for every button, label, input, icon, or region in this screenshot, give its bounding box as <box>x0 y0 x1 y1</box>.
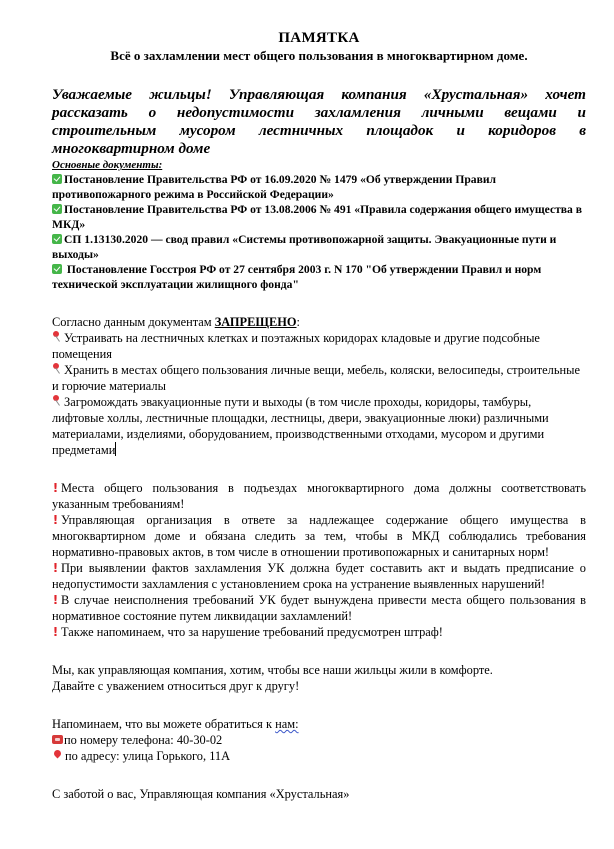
check-mark-icon <box>52 204 62 214</box>
warning-text: При выявлении фактов захламления УК должна будет составить акт и выдать предписание о недопустимости захламления с установлением срока на устранение выявленных нарушений! <box>52 561 586 591</box>
document-item <box>52 232 586 262</box>
contact-section <box>52 716 586 764</box>
document-item-text: Постановление Правительства РФ от 16.09.2020 № 1479 «Об утверждении Правил противопожарного режима в Российской Федерации» <box>52 173 497 201</box>
pushpin-icon <box>52 395 63 406</box>
warning-item <box>52 624 586 640</box>
map-pin-icon <box>53 749 63 759</box>
warning-item <box>52 480 586 512</box>
prohibited-colon: : <box>296 315 300 329</box>
document-item-text: Постановление Госстроя РФ от 27 сентября 2003 г. N 170 "Об утверждении Правил и норм технической эксплуатации жилищного фонда" <box>52 263 542 291</box>
contact-phone <box>52 732 586 748</box>
page-subtitle: Всё о захламлении мест общего пользования в многоквартирном доме. <box>110 48 528 63</box>
contact-lead-tail: нам: <box>275 717 299 731</box>
intro-paragraph: Уважаемые жильцы! Управляющая компания «Хрустальная» хочет рассказать о недопустимости захламления личными вещами и строительным мусором лестничных площадок и коридоров в многоквартирном доме <box>52 86 586 157</box>
exclamation-icon: ! <box>52 561 59 575</box>
document-item <box>52 202 586 232</box>
contact-address <box>52 748 586 764</box>
check-mark-icon <box>52 174 62 184</box>
signature: С заботой о вас, Управляющая компания «Хрустальная» <box>52 787 350 801</box>
address-text: по адресу: улица Горького, 11А <box>65 749 231 763</box>
documents-list <box>52 172 586 292</box>
document-item <box>52 172 586 202</box>
prohibited-section <box>52 314 586 458</box>
prohibited-item <box>52 362 586 394</box>
telephone-icon <box>52 735 63 744</box>
warning-item <box>52 560 586 592</box>
outro-section <box>52 662 586 694</box>
documents-heading: Основные документы: <box>52 159 163 171</box>
page-title: ПАМЯТКА <box>278 30 360 46</box>
prohibited-item-text: Устраивать на лестничных клетках и поэтажных коридорах кладовые и другие подсобные помещения <box>52 331 540 361</box>
banned-word: ЗАПРЕЩЕНО <box>214 315 297 329</box>
prohibited-item-text: Хранить в местах общего пользования личные вещи, мебель, коляски, велосипеды, строительные и горючие материалы <box>52 363 580 393</box>
contact-lead-text: Напоминаем, что вы можете обратиться к <box>52 717 276 731</box>
document-page <box>52 30 586 802</box>
exclamation-icon: ! <box>52 481 59 495</box>
document-item-text: СП 1.13130.2020 — свод правил «Системы противопожарной защиты. Эвакуационные пути и выходы» <box>52 233 557 261</box>
prohibited-item-text: Загромождать эвакуационные пути и выходы (в том числе проходы, коридоры, тамбуры, лифтовые холлы, лестничные площадки, лестницы, двери, эвакуационные люки) различными материалами, изделиями, оборудованием, производственными отходами, мусором и другими предметами <box>52 395 549 457</box>
signature-section <box>52 786 586 802</box>
check-mark-icon <box>52 234 62 244</box>
warning-text: Также напоминаем, что за нарушение требований предусмотрен штраф! <box>61 625 443 639</box>
warning-item <box>52 512 586 560</box>
outro-line: Давайте с уважением относиться друг к другу! <box>52 679 300 693</box>
phone-text: по номеру телефона: 40-30-02 <box>64 733 223 747</box>
exclamation-icon: ! <box>52 593 59 607</box>
contact-lead <box>52 716 586 732</box>
warning-text: Места общего пользования в подъездах многоквартирного дома должны соответствовать указанным требованиям! <box>52 481 586 511</box>
exclamation-icon: ! <box>52 513 59 527</box>
prohibited-item <box>52 330 586 362</box>
warning-item <box>52 592 586 624</box>
text-cursor <box>115 442 116 456</box>
document-item <box>52 262 586 292</box>
warning-text: Управляющая организация в ответе за надлежащее содержание общего имущества в многоквартирном доме и обязана следить за тем, чтобы в МКД соблюдались требования нормативно-правовых актов, в том числе в отношении противопожарных и санитарных норм! <box>52 513 586 559</box>
prohibited-lead <box>52 314 586 330</box>
warnings-section <box>52 480 586 640</box>
check-mark-icon <box>52 264 62 274</box>
prohibited-item <box>52 394 586 458</box>
exclamation-icon: ! <box>52 625 59 639</box>
pushpin-icon <box>52 331 63 342</box>
outro-line: Мы, как управляющая компания, хотим, чтобы все наши жильцы жили в комфорте. <box>52 663 493 677</box>
warning-text: В случае неисполнения требований УК будет вынуждена привести места общего пользования в нормативное состояние путем ликвидации захламлений! <box>52 593 586 623</box>
pushpin-icon <box>52 363 63 374</box>
document-item-text: Постановление Правительства РФ от 13.08.2006 № 491 «Правила содержания общего имущества в МКД» <box>52 203 583 231</box>
prohibited-lead-text: Согласно данным документам <box>52 315 215 329</box>
